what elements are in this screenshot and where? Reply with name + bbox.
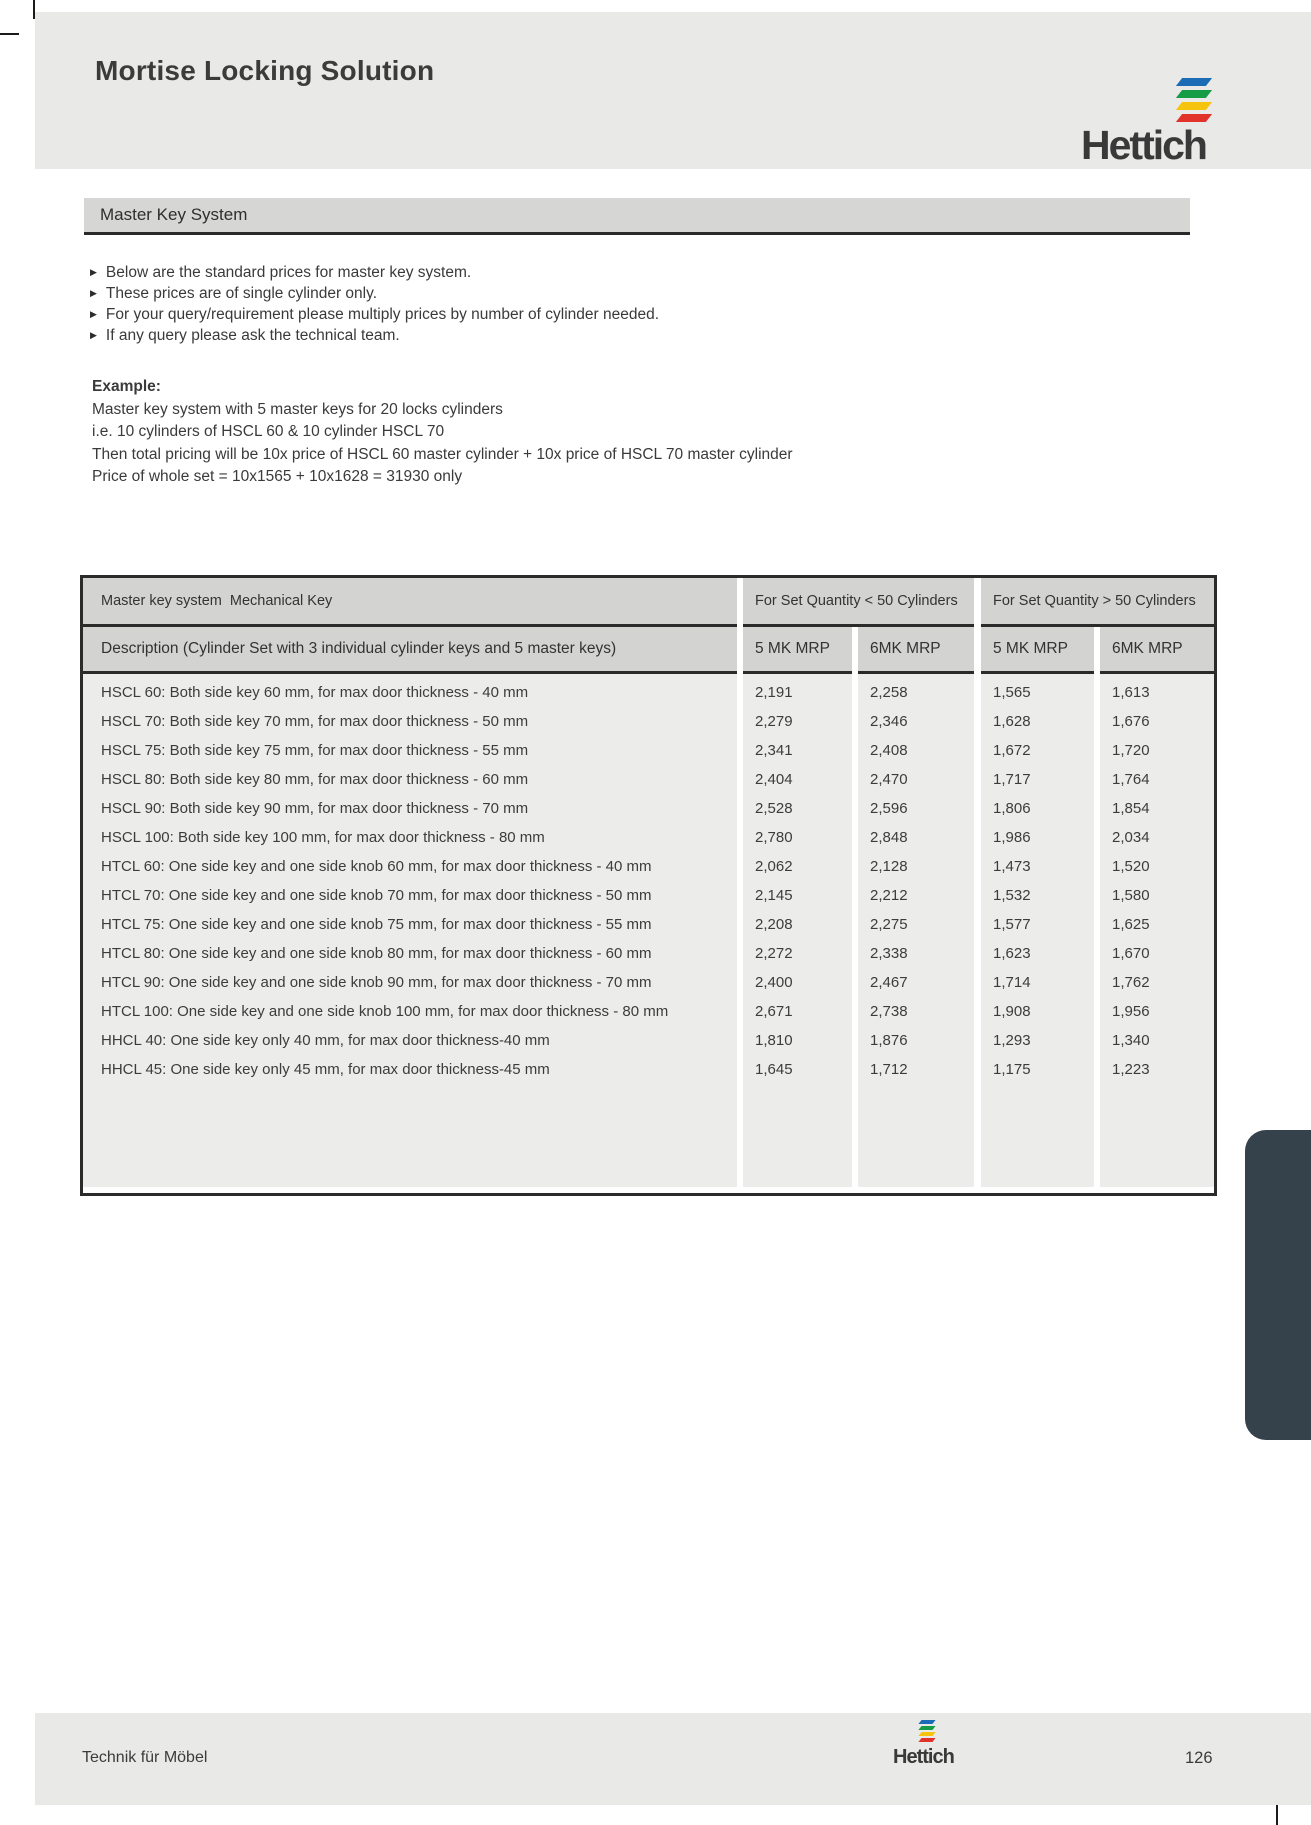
cell-6mk-gt50: 1,580 (1112, 887, 1150, 904)
cell-5mk-gt50: 1,908 (993, 1003, 1031, 1020)
hettich-logo (1081, 72, 1241, 172)
bullet-arrow-icon: ▶ (90, 309, 97, 319)
cell-6mk-gt50: 1,625 (1112, 916, 1150, 933)
cell-5mk-lt50: 1,645 (755, 1061, 793, 1078)
cell-5mk-gt50: 1,672 (993, 742, 1031, 759)
cell-6mk-lt50: 2,470 (870, 771, 908, 788)
cell-6mk-gt50: 2,034 (1112, 829, 1150, 846)
cell-description: HTCL 100: One side key and one side knob 100 mm, for max door thickness - 80 mm (101, 1003, 669, 1020)
cell-description: HHCL 45: One side key only 45 mm, for max door thickness-45 mm (101, 1061, 550, 1078)
cell-5mk-lt50: 2,279 (755, 713, 793, 730)
column-header-6mk-gt50: 6MK MRP (1100, 627, 1214, 674)
cell-5mk-gt50: 1,532 (993, 887, 1031, 904)
column-header-6mk-lt50: 6MK MRP (858, 627, 974, 674)
cell-6mk-lt50: 2,338 (870, 945, 908, 962)
cell-6mk-gt50: 1,956 (1112, 1003, 1150, 1020)
cell-6mk-lt50: 2,128 (870, 858, 908, 875)
example-line: Then total pricing will be 10x price of HSCL 60 master cylinder + 10x price of HSCL 70 master cylinder (92, 445, 793, 463)
bullet-arrow-icon: ▶ (90, 267, 97, 277)
cell-6mk-gt50: 1,613 (1112, 684, 1150, 701)
example-line: i.e. 10 cylinders of HSCL 60 & 10 cylinder HSCL 70 (92, 423, 445, 440)
cell-6mk-gt50: 1,223 (1112, 1061, 1150, 1078)
section-title: Master Key System (100, 205, 248, 224)
note-line (90, 304, 659, 325)
cell-description: HTCL 80: One side key and one side knob 80 mm, for max door thickness - 60 mm (101, 945, 652, 962)
hettich-wordmark: Hettich (893, 1746, 954, 1768)
table-body (83, 674, 1214, 1187)
cell-description: HTCL 70: One side key and one side knob 70 mm, for max door thickness - 50 mm (101, 887, 652, 904)
header-band (35, 12, 1311, 169)
column-header-5mk-gt50: 5 MK MRP (981, 627, 1094, 674)
group-header-left: Master key system Mechanical Key (83, 578, 737, 627)
example-line: Master key system with 5 master keys for 20 locks cylinders (92, 400, 503, 418)
example-lines (92, 399, 793, 489)
cell-description: HSCL 80: Both side key 80 mm, for max door thickness - 60 mm (101, 771, 529, 788)
hettich-logo-stripes-icon (1179, 78, 1209, 126)
table-row (83, 736, 1214, 765)
cell-5mk-gt50: 1,577 (993, 916, 1031, 933)
cell-5mk-gt50: 1,628 (993, 713, 1031, 730)
cell-5mk-gt50: 1,565 (993, 684, 1031, 701)
cell-6mk-gt50: 1,670 (1112, 945, 1150, 962)
notes-list (90, 262, 659, 346)
cell-5mk-lt50: 2,671 (755, 1003, 793, 1020)
cell-5mk-lt50: 2,191 (755, 684, 793, 701)
table-row (83, 881, 1214, 910)
cell-description: HSCL 90: Both side key 90 mm, for max door thickness - 70 mm (101, 800, 529, 817)
page-title: Mortise Locking Solution (95, 55, 435, 86)
cell-6mk-lt50: 2,346 (870, 713, 908, 730)
note-line (90, 262, 659, 283)
page-number: 126 (1185, 1749, 1213, 1767)
table-row (83, 997, 1214, 1026)
table-row (83, 968, 1214, 997)
cell-6mk-gt50: 1,340 (1112, 1032, 1150, 1049)
group-header-lt50: For Set Quantity < 50 Cylinders (743, 578, 974, 627)
cell-5mk-gt50: 1,806 (993, 800, 1031, 817)
cell-6mk-lt50: 2,848 (870, 829, 908, 846)
example-heading: Example: (92, 378, 161, 395)
table-row (83, 823, 1214, 852)
cell-6mk-lt50: 2,596 (870, 800, 908, 817)
cell-description: HSCL 70: Both side key 70 mm, for max door thickness - 50 mm (101, 713, 529, 730)
cell-5mk-lt50: 2,400 (755, 974, 793, 991)
example-block (92, 376, 793, 489)
cell-5mk-lt50: 2,404 (755, 771, 793, 788)
cell-6mk-lt50: 2,258 (870, 684, 908, 701)
cell-6mk-lt50: 2,408 (870, 742, 908, 759)
note-text: For your query/requirement please multiply prices by number of cylinder needed. (105, 306, 660, 323)
cell-5mk-gt50: 1,623 (993, 945, 1031, 962)
cell-5mk-gt50: 1,717 (993, 771, 1031, 788)
cell-6mk-gt50: 1,854 (1112, 800, 1150, 817)
cell-6mk-gt50: 1,520 (1112, 858, 1150, 875)
table-row (83, 678, 1214, 707)
table-row (83, 910, 1214, 939)
cell-6mk-gt50: 1,764 (1112, 771, 1150, 788)
cell-6mk-lt50: 1,712 (870, 1061, 908, 1078)
column-header-5mk-lt50: 5 MK MRP (743, 627, 852, 674)
cell-5mk-lt50: 1,810 (755, 1032, 793, 1049)
cell-5mk-gt50: 1,293 (993, 1032, 1031, 1049)
table-row (83, 765, 1214, 794)
example-line: Price of whole set = 10x1565 + 10x1628 = 31930 only (92, 468, 463, 485)
cell-description: HSCL 60: Both side key 60 mm, for max door thickness - 40 mm (101, 684, 529, 701)
table-row (83, 707, 1214, 736)
footer-band (35, 1713, 1311, 1805)
cell-5mk-lt50: 2,145 (755, 887, 793, 904)
bullet-arrow-icon: ▶ (90, 288, 97, 298)
note-text: These prices are of single cylinder only. (105, 285, 378, 302)
note-text: If any query please ask the technical team. (105, 327, 400, 344)
cell-6mk-lt50: 1,876 (870, 1032, 908, 1049)
side-index-tab (1245, 1130, 1311, 1440)
cell-5mk-gt50: 1,986 (993, 829, 1031, 846)
footer-tagline: Technik für Möbel (82, 1749, 208, 1766)
note-line (90, 325, 659, 346)
hettich-wordmark: Hettich (1081, 122, 1206, 168)
table-column-header-row (83, 627, 1214, 674)
bullet-arrow-icon: ▶ (90, 330, 97, 340)
table-row (83, 852, 1214, 881)
cell-description: HSCL 100: Both side key 100 mm, for max door thickness - 80 mm (101, 829, 545, 846)
crop-mark-top-left-horizontal (0, 33, 19, 35)
table-row (83, 939, 1214, 968)
cell-5mk-gt50: 1,714 (993, 974, 1031, 991)
cell-6mk-lt50: 2,738 (870, 1003, 908, 1020)
cell-5mk-gt50: 1,473 (993, 858, 1031, 875)
column-header-description: Description (Cylinder Set with 3 individual cylinder keys and 5 master keys) (83, 627, 737, 674)
hettich-logo-footer (893, 1720, 963, 1776)
cell-5mk-lt50: 2,528 (755, 800, 793, 817)
cell-description: HTCL 90: One side key and one side knob 90 mm, for max door thickness - 70 mm (101, 974, 652, 991)
cell-6mk-lt50: 2,275 (870, 916, 908, 933)
note-line (90, 283, 659, 304)
cell-description: HSCL 75: Both side key 75 mm, for max door thickness - 55 mm (101, 742, 529, 759)
cell-description: HHCL 40: One side key only 40 mm, for max door thickness-40 mm (101, 1032, 550, 1049)
cell-6mk-gt50: 1,720 (1112, 742, 1150, 759)
cell-6mk-gt50: 1,762 (1112, 974, 1150, 991)
hettich-logo-stripes-icon (920, 1720, 934, 1744)
cell-5mk-lt50: 2,341 (755, 742, 793, 759)
cell-5mk-lt50: 2,780 (755, 829, 793, 846)
table-row (83, 1055, 1214, 1084)
cell-5mk-lt50: 2,062 (755, 858, 793, 875)
cell-6mk-lt50: 2,467 (870, 974, 908, 991)
cell-6mk-lt50: 2,212 (870, 887, 908, 904)
table-row (83, 794, 1214, 823)
table-group-header-row (83, 578, 1214, 627)
cell-description: HTCL 75: One side key and one side knob 75 mm, for max door thickness - 55 mm (101, 916, 652, 933)
section-bar (84, 198, 1190, 235)
master-key-price-table (80, 575, 1217, 1196)
cell-5mk-lt50: 2,272 (755, 945, 793, 962)
cell-description: HTCL 60: One side key and one side knob 60 mm, for max door thickness - 40 mm (101, 858, 652, 875)
cell-5mk-gt50: 1,175 (993, 1061, 1031, 1078)
table-row (83, 1026, 1214, 1055)
cell-6mk-gt50: 1,676 (1112, 713, 1150, 730)
cell-5mk-lt50: 2,208 (755, 916, 793, 933)
group-header-gt50: For Set Quantity > 50 Cylinders (981, 578, 1214, 627)
note-text: Below are the standard prices for master key system. (105, 264, 472, 281)
